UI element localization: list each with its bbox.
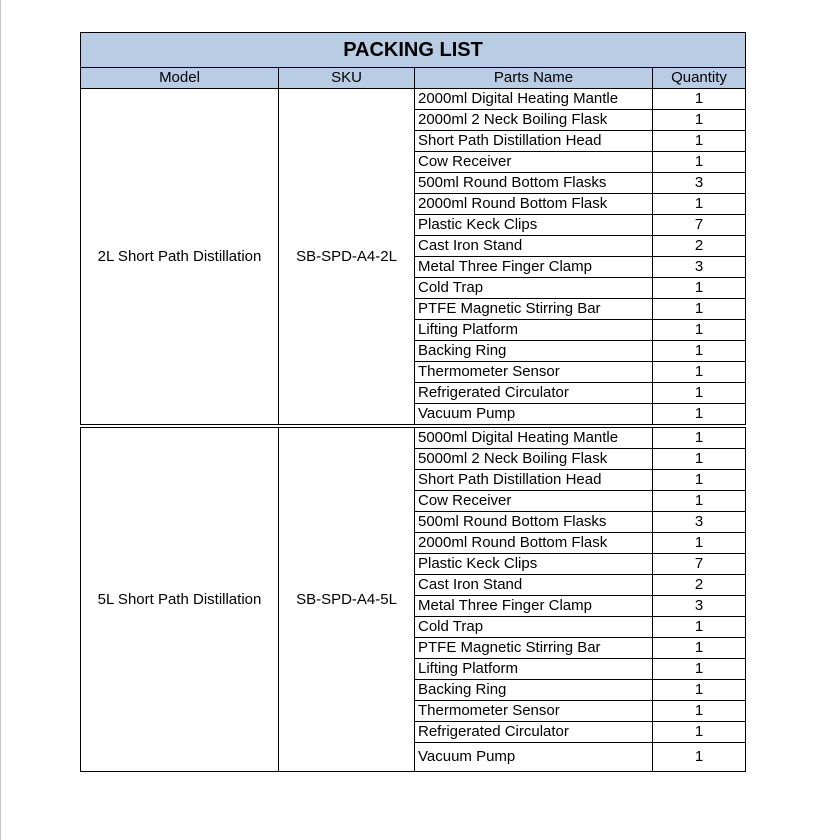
header-model: Model: [81, 68, 279, 89]
sku-cell: SB-SPD-A4-5L: [279, 426, 415, 772]
quantity-cell: 1: [653, 362, 746, 383]
quantity-cell: 1: [653, 194, 746, 215]
part-name-cell: 5000ml 2 Neck Boiling Flask: [415, 449, 653, 470]
part-name-cell: Cow Receiver: [415, 491, 653, 512]
quantity-cell: 1: [653, 278, 746, 299]
quantity-cell: 1: [653, 341, 746, 362]
quantity-cell: 1: [653, 110, 746, 131]
quantity-cell: 3: [653, 512, 746, 533]
part-name-cell: Cast Iron Stand: [415, 575, 653, 596]
part-name-cell: Cow Receiver: [415, 152, 653, 173]
quantity-cell: 1: [653, 680, 746, 701]
part-name-cell: Thermometer Sensor: [415, 701, 653, 722]
part-name-cell: Thermometer Sensor: [415, 362, 653, 383]
packing-list-table: [80, 32, 746, 772]
quantity-cell: 1: [653, 617, 746, 638]
page-edge: [0, 0, 1, 840]
part-name-cell: 2000ml 2 Neck Boiling Flask: [415, 110, 653, 131]
quantity-cell: 1: [653, 722, 746, 743]
quantity-cell: 3: [653, 257, 746, 278]
part-name-cell: Vacuum Pump: [415, 404, 653, 427]
quantity-cell: 2: [653, 575, 746, 596]
part-name-cell: Short Path Distillation Head: [415, 131, 653, 152]
header-quantity: Quantity: [653, 68, 746, 89]
part-name-cell: Cold Trap: [415, 278, 653, 299]
quantity-cell: 3: [653, 596, 746, 617]
part-name-cell: Backing Ring: [415, 341, 653, 362]
table-title: PACKING LIST: [81, 33, 746, 68]
quantity-cell: 1: [653, 320, 746, 341]
model-cell: 5L Short Path Distillation: [81, 426, 279, 772]
table-body: [81, 89, 746, 772]
quantity-cell: 1: [653, 743, 746, 772]
part-name-cell: 500ml Round Bottom Flasks: [415, 173, 653, 194]
quantity-cell: 1: [653, 89, 746, 110]
table-row: [81, 89, 746, 110]
part-name-cell: 500ml Round Bottom Flasks: [415, 512, 653, 533]
sku-cell: SB-SPD-A4-2L: [279, 89, 415, 427]
quantity-cell: 1: [653, 131, 746, 152]
part-name-cell: Metal Three Finger Clamp: [415, 257, 653, 278]
part-name-cell: Cold Trap: [415, 617, 653, 638]
quantity-cell: 1: [653, 449, 746, 470]
part-name-cell: Refrigerated Circulator: [415, 383, 653, 404]
quantity-cell: 1: [653, 470, 746, 491]
part-name-cell: 5000ml Digital Heating Mantle: [415, 426, 653, 449]
part-name-cell: Refrigerated Circulator: [415, 722, 653, 743]
part-name-cell: Lifting Platform: [415, 659, 653, 680]
quantity-cell: 7: [653, 215, 746, 236]
header-sku: SKU: [279, 68, 415, 89]
quantity-cell: 1: [653, 491, 746, 512]
quantity-cell: 2: [653, 236, 746, 257]
part-name-cell: PTFE Magnetic Stirring Bar: [415, 299, 653, 320]
quantity-cell: 1: [653, 701, 746, 722]
part-name-cell: Short Path Distillation Head: [415, 470, 653, 491]
quantity-cell: 1: [653, 404, 746, 427]
part-name-cell: Plastic Keck Clips: [415, 554, 653, 575]
part-name-cell: Plastic Keck Clips: [415, 215, 653, 236]
part-name-cell: 2000ml Digital Heating Mantle: [415, 89, 653, 110]
header-parts-name: Parts Name: [415, 68, 653, 89]
quantity-cell: 1: [653, 299, 746, 320]
quantity-cell: 3: [653, 173, 746, 194]
quantity-cell: 1: [653, 152, 746, 173]
part-name-cell: 2000ml Round Bottom Flask: [415, 194, 653, 215]
table-row: [81, 426, 746, 449]
quantity-cell: 1: [653, 383, 746, 404]
part-name-cell: PTFE Magnetic Stirring Bar: [415, 638, 653, 659]
quantity-cell: 1: [653, 533, 746, 554]
quantity-cell: 7: [653, 554, 746, 575]
part-name-cell: 2000ml Round Bottom Flask: [415, 533, 653, 554]
quantity-cell: 1: [653, 638, 746, 659]
part-name-cell: Backing Ring: [415, 680, 653, 701]
quantity-cell: 1: [653, 426, 746, 449]
model-cell: 2L Short Path Distillation: [81, 89, 279, 427]
part-name-cell: Cast Iron Stand: [415, 236, 653, 257]
part-name-cell: Lifting Platform: [415, 320, 653, 341]
quantity-cell: 1: [653, 659, 746, 680]
part-name-cell: Vacuum Pump: [415, 743, 653, 772]
part-name-cell: Metal Three Finger Clamp: [415, 596, 653, 617]
